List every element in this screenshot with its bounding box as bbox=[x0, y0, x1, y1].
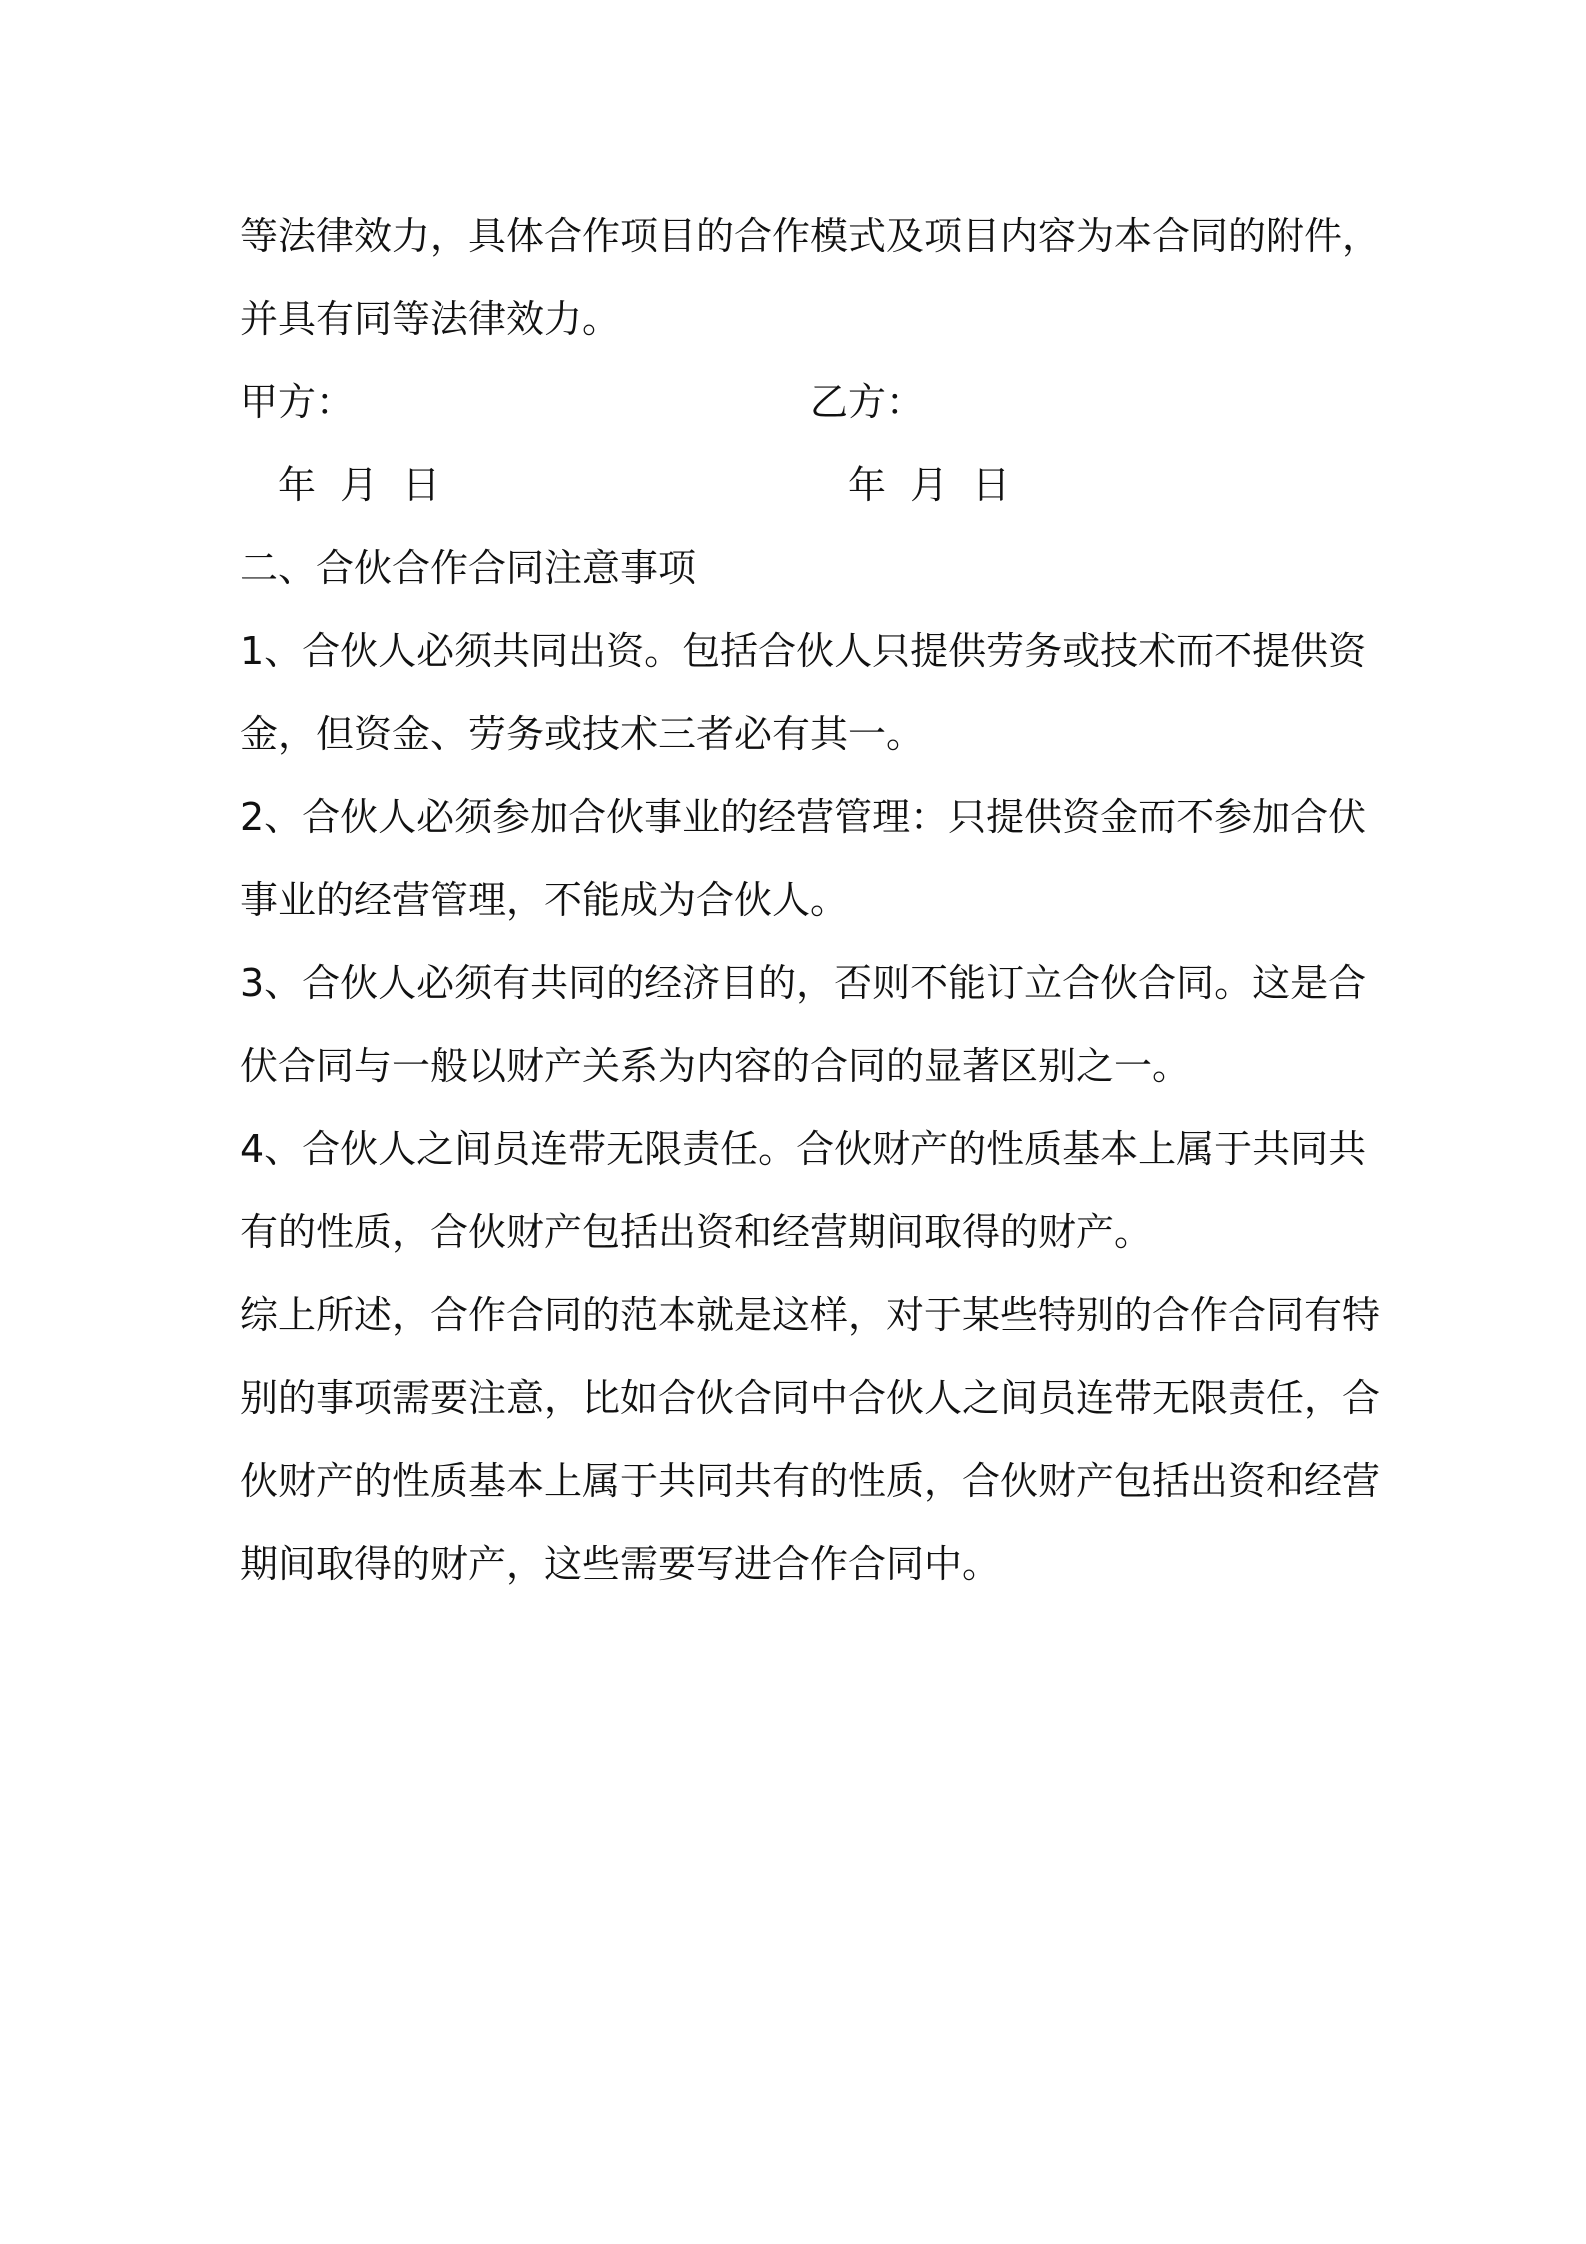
party-a-date: 年 月 日 bbox=[278, 463, 441, 507]
item-3-line-1: 3、合伙人必须有共同的经济目的，否则不能订立合伙合同。这是合 bbox=[240, 961, 1367, 1005]
summary-line: 伙财产的性质基本上属于共同共有的性质，合伙财产包括出资和经营 bbox=[240, 1459, 1381, 1503]
item-4-line-2: 有的性质，合伙财产包括出资和经营期间取得的财产。 bbox=[240, 1210, 1153, 1254]
intro-line: 等法律效力，具体合作项目的合作模式及项目内容为本合同的附件， bbox=[240, 214, 1381, 258]
signature-row bbox=[240, 361, 1360, 444]
item-1-line-1: 1、合伙人必须共同出资。包括合伙人只提供劳务或技术而不提供资 bbox=[240, 629, 1367, 673]
party-b-label: 乙方： bbox=[810, 380, 925, 424]
date-row bbox=[240, 444, 1360, 527]
party-b-date: 年 月 日 bbox=[848, 463, 1011, 507]
intro-line: 并具有同等法律效力。 bbox=[240, 297, 621, 341]
item-2-line-1: 2、合伙人必须参加合伙事业的经营管理：只提供资金而不参加合伏 bbox=[240, 795, 1367, 839]
document-body bbox=[240, 195, 1381, 1606]
item-1-line-2: 金，但资金、劳务或技术三者必有其一。 bbox=[240, 712, 925, 756]
summary-line: 综上所述，合作合同的范本就是这样，对于某些特别的合作合同有特 bbox=[240, 1293, 1381, 1337]
section-title: 二、合伙合作合同注意事项 bbox=[240, 546, 697, 590]
item-2-line-2: 事业的经营管理，不能成为合伙人。 bbox=[240, 878, 849, 922]
summary-line: 期间取得的财产，这些需要写进合作合同中。 bbox=[240, 1542, 1001, 1586]
summary-line: 别的事项需要注意，比如合伙合同中合伙人之间员连带无限责任，合 bbox=[240, 1376, 1381, 1420]
item-4-line-1: 4、合伙人之间员连带无限责任。合伙财产的性质基本上属于共同共 bbox=[240, 1127, 1367, 1171]
party-a-label: 甲方： bbox=[240, 380, 355, 424]
item-3-line-2: 伏合同与一般以财产关系为内容的合同的显著区别之一。 bbox=[240, 1044, 1191, 1088]
